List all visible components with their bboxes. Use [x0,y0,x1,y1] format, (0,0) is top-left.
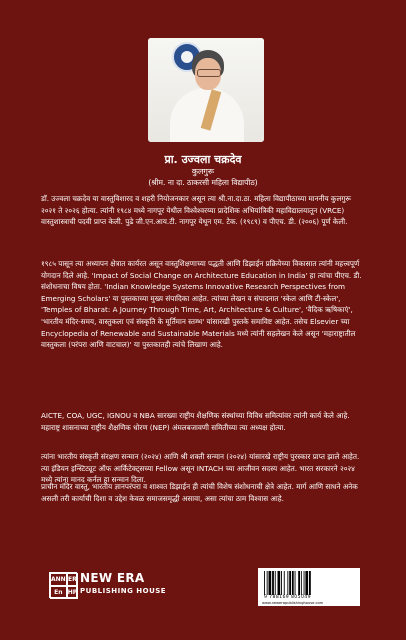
logo-cell: HP [67,586,78,599]
bio-paragraph-4: त्यांना भारतीय संस्कृती संरक्षण सन्मान (२०२४) आणि श्री शक्ती सन्मान (२०२४) यांसारखे राष्ट्रीय पुरस्कार प्राप्त झाले आहेत. त्या इंडियन इन्स्टिट्यूट ऑफ आर्किटेक्ट्सच्या Fellow असून INTACH च्या आजीवन सदस्य आहेत. भारत सरकारने २०२४ मध्ये त्यांना मानद कर्नल हा सन्मान दिला. [41,452,360,485]
author-photo [148,38,264,142]
barcode-bar [272,571,274,595]
barcode-bar [281,571,282,595]
bio-paragraph-3: AICTE, COA, UGC, IGNOU व NBA सारख्या राष्ट्रीय शैक्षणिक संस्थांच्या विविध समित्यांवर त्यांनी कार्य केले आहे. महाराष्ट्र शासनाच्या राष्ट्रीय शैक्षणिक धोरण (NEP) अंमलबजावणी समितीच्या त्या अध्यक्ष होत्या. [41,411,350,432]
publisher-name: NEW ERA [80,571,145,585]
logo-cell: ANN [50,573,67,586]
bio-paragraph-5: प्राचीन मंदिर वास्तु, भारतीय ज्ञानपरंपरा व शाश्वत डिझाईन ही त्यांची विशेष संशोधनाची क्षेत्रे आहेत. मार्ग आणि साधने अनेक असली तरी कार्याची दिशा व उद्देश केवळ समाजसमृद्धी असावा, असा त्यांचा ठाम विश्वास आहे. [41,482,358,503]
logo-cell: En [50,586,67,599]
barcode-bar [309,571,311,595]
author-role: कुलगुरू [191,167,215,176]
publisher-url: www.newerapublishinghouse.com [262,601,324,605]
author-organization: (श्रीम. ना दा. ठाकरसी महिला विद्यापीठ) [148,178,258,187]
author-name: प्रा. उज्वला चक्रदेव [164,153,242,166]
publisher-logo-icon [49,572,77,598]
barcode-bar [264,571,265,595]
barcode-bar [305,571,308,595]
publisher-subtitle: PUBLISHING HOUSE [80,587,167,595]
barcode-bar [267,571,268,595]
barcode-icon [264,571,328,595]
bio-paragraph-2: १९८५ पासून त्या अध्यापन क्षेत्रात कार्यरत असून वास्तुशिक्षणाच्या पद्धती आणि डिझाईन प्रक्रियेच्या विकासात त्यांनी महत्त्वपूर्ण योगदान दिले आहे. 'Impact of Social Change on Architecture Education in India' हा त्यांचा पीएच. डी. संशोधनाचा विषय होता. 'Indian Knowledge Systems Innovative Research Perspectives from Emerging Scholars' या पुस्तकाच्या मुख्य संपादिका आहेत. त्यांच्या लेखन व संपादनात 'स्केल आणि टी-स्केल', 'Temples of Bharat: A Journey Through Time, Art, Architecture & Culture', 'वैदिक ऋषिकाएं', 'भारतीय मंदिर-समय, वास्तुकला एवं संस्कृति के मूर्तिमान स्तम्भ' यांसारखी पुस्तके समाविष्ट आहेत. तसेच Elsevier च्या Encyclopedia of Renewable and Sustainable Materials मध्ये त्यांनी सहलेखन केले असून 'महाराष्ट्रातील वास्तुकला (परंपरा आणि वाटचाल)' या पुस्तकातही त्यांचे लिखाण आहे. [41,259,362,350]
barcode-bar [304,571,305,595]
barcode-bar [292,571,294,595]
bio-paragraph-1: डॉ. उज्वला चक्रदेव या वास्तुविशारद व शहरी नियोजनकार असून त्या श्री.ना.दा.ठा. महिला विद्यापीठाच्या माननीय कुलगुरू २०२१ ते २०२६ होत्या. त्यांनी १९८४ मध्ये नागपूर येथील विश्वेश्वरय्या प्रादेशिक अभियांत्रिकी महाविद्यालयातून (VRCE) वास्तुशास्त्राची पदवी प्राप्त केली. पुढे जी.एन.आय.टी. नागपूर येथून एम. टेक. (१९८९) व पीएच. डी. (२००६) पूर्ण केली. [41,194,351,227]
barcode-bar [287,571,288,595]
barcode-bar [284,571,285,595]
glasses-icon [197,69,221,77]
barcode-panel [258,568,360,606]
logo-cell: ER [67,573,78,586]
isbn-number: 9 788169 805049 [264,595,311,600]
barcode-bar [269,571,272,595]
barcode-bar [275,571,276,595]
barcode-bar [295,571,296,595]
barcode-bar [289,571,291,595]
barcode-bar [301,571,302,595]
barcode-bar [298,571,300,595]
barcode-bar [278,571,281,595]
